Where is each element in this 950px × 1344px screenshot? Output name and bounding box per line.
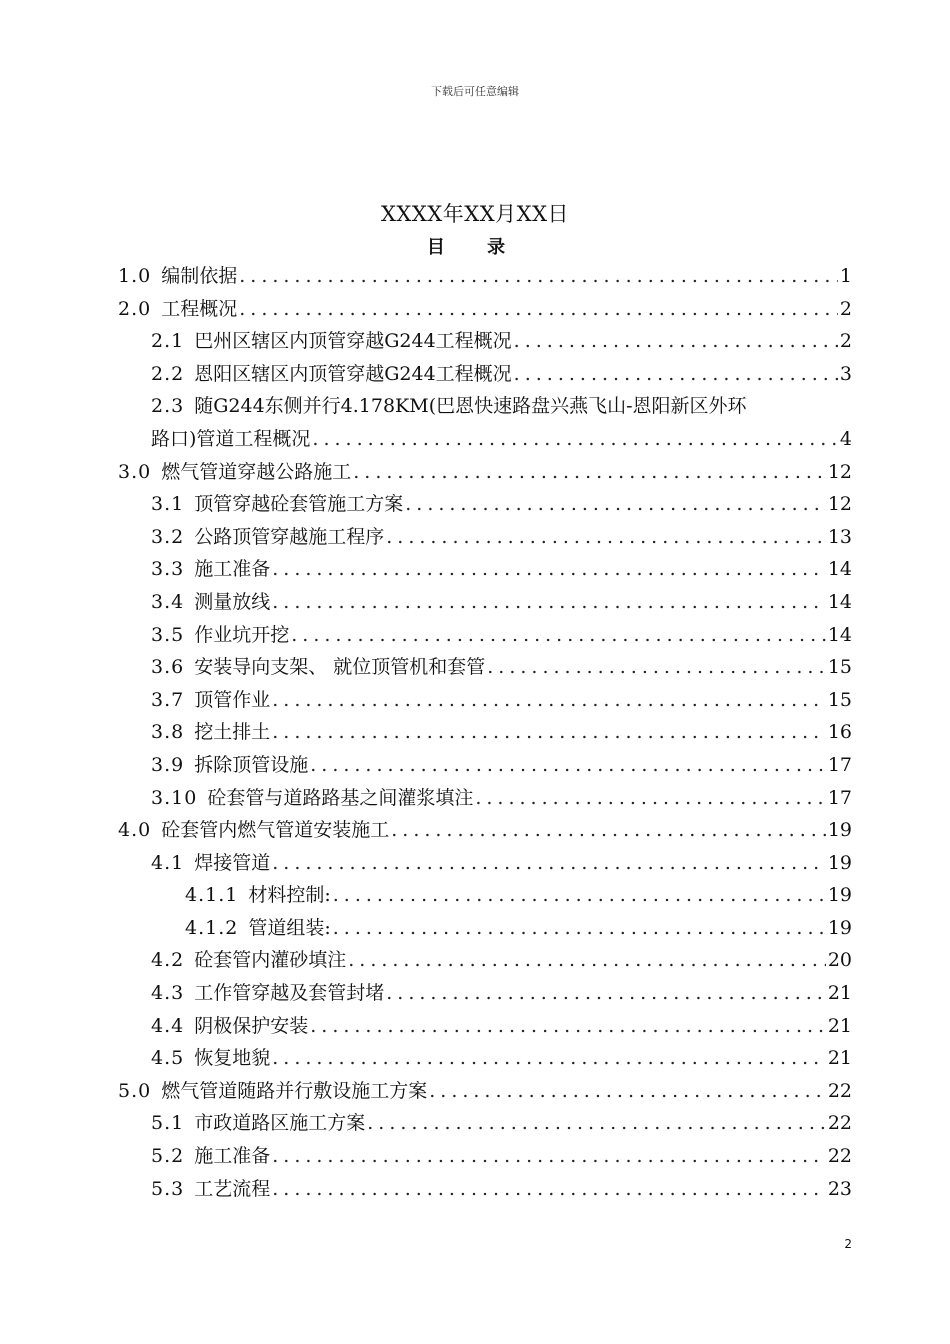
toc-entry-number: 5.3 [151, 1177, 185, 1200]
toc-entry-title: 顶管穿越砼套管施工方案 [194, 493, 404, 516]
toc-leader-dots [291, 619, 826, 652]
toc-entry-page: 3 [839, 362, 852, 385]
toc-entry-page: 19 [827, 851, 852, 874]
toc-leader-dots [310, 749, 826, 782]
toc-leader-dots [272, 716, 826, 749]
toc-entry-number: 3.9 [151, 753, 185, 776]
toc-entry-page: 2 [839, 297, 852, 320]
toc-entry-page: 17 [827, 753, 852, 776]
toc-entry-title: 巴州区辖区内顶管穿越G244工程概况 [194, 330, 512, 353]
toc-entry-title: 燃气管道穿越公路施工 [161, 460, 352, 483]
toc-entry-title: 燃气管道随路并行敷设施工方案 [161, 1079, 428, 1102]
toc-leader-dots [487, 651, 826, 684]
toc-entry-page: 22 [827, 1112, 852, 1135]
toc-entry-number: 4.3 [151, 982, 185, 1005]
toc-entry-3-4[interactable] [118, 586, 852, 619]
toc-entry-title: 工程概况 [161, 297, 238, 320]
toc-entry-page: 12 [827, 460, 852, 483]
toc-entry-title-continued: 路口)管道工程概况 [151, 427, 311, 450]
toc-entry-4-2[interactable] [118, 944, 852, 977]
toc-entry-number: 1.0 [118, 265, 152, 287]
toc-entry-page: 20 [827, 949, 852, 972]
toc-entry-page: 4 [839, 427, 852, 450]
toc-leader-dots [310, 1010, 826, 1043]
toc-entry-number: 4.2 [151, 949, 185, 972]
toc-leader-dots [514, 325, 838, 358]
toc-entry-title: 拆除顶管设施 [194, 753, 309, 776]
toc-leader-dots [391, 814, 826, 847]
toc-entry-number: 3.3 [151, 558, 185, 581]
toc-entry-4-0[interactable] [118, 814, 852, 847]
toc-leader-dots [386, 977, 826, 1010]
toc-entry-4-5[interactable] [118, 1042, 852, 1075]
toc-entry-page: 19 [827, 916, 852, 939]
toc-entry-4-4[interactable] [118, 1010, 852, 1043]
toc-entry-page: 22 [827, 1079, 852, 1102]
toc-entry-number: 2.2 [151, 362, 185, 385]
toc-leader-dots [272, 1140, 826, 1173]
toc-entry-title: 公路顶管穿越施工程序 [194, 525, 385, 548]
toc-entry-2-3[interactable] [118, 390, 852, 423]
toc-entry-number: 3.10 [151, 786, 198, 809]
toc-entry-4-3[interactable] [118, 977, 852, 1010]
toc-leader-dots [386, 521, 826, 554]
toc-entry-title: 安装导向支架、 就位顶管机和套管 [194, 656, 486, 679]
toc-entry-page: 21 [827, 1014, 852, 1037]
toc-entry-3-6[interactable] [118, 651, 852, 684]
toc-entry-number: 5.2 [151, 1145, 185, 1168]
toc-entry-title: 作业坑开挖 [194, 623, 290, 646]
toc-entry-number: 2.1 [151, 330, 185, 353]
toc-leader-dots [272, 553, 826, 586]
toc-entry-page: 17 [827, 786, 852, 809]
toc-entry-number: 3.0 [118, 460, 152, 483]
toc-entry-title: 工作管穿越及套管封堵 [194, 982, 385, 1005]
toc-entry-title: 恢复地貌 [194, 1047, 271, 1070]
toc-entry-number: 3.8 [151, 721, 185, 744]
toc-entry-title: 测量放线 [194, 590, 271, 613]
toc-entry-4-1-2[interactable] [118, 912, 852, 945]
toc-leader-dots [272, 1042, 826, 1075]
toc-entry-5-2[interactable] [118, 1140, 852, 1173]
toc-entry-title: 随G244东侧并行4.178KM(巴恩快速路盘兴燕飞山-恩阳新区外环 [194, 395, 747, 418]
toc-entry-3-0[interactable] [118, 456, 852, 489]
toc-entry-3-2[interactable] [118, 521, 852, 554]
table-of-contents [118, 260, 852, 1205]
toc-leader-dots [405, 488, 826, 521]
toc-entry-5-3[interactable] [118, 1173, 852, 1206]
toc-leader-dots [475, 782, 825, 815]
toc-entry-title: 材料控制: [248, 884, 331, 907]
toc-entry-title: 施工准备 [194, 1145, 271, 1168]
toc-leader-dots [272, 1173, 826, 1206]
toc-leader-dots [312, 423, 837, 456]
toc-entry-page: 22 [827, 1145, 852, 1168]
toc-entry-number: 3.4 [151, 590, 185, 613]
toc-entry-title: 恩阳区辖区内顶管穿越G244工程概况 [194, 362, 512, 385]
toc-entry-2-2[interactable] [118, 358, 852, 391]
toc-entry-page: 21 [827, 982, 852, 1005]
toc-leader-dots [333, 912, 826, 945]
toc-entry-title: 工艺流程 [194, 1177, 271, 1200]
toc-entry-page: 19 [827, 819, 852, 842]
toc-entry-page: 16 [827, 721, 852, 744]
toc-entry-title: 顶管作业 [194, 688, 271, 711]
toc-leader-dots [239, 293, 838, 326]
toc-entry-number: 3.6 [151, 656, 185, 679]
toc-entry-2-0[interactable] [118, 293, 852, 326]
document-date: XXXX年XX月XX日 [380, 202, 570, 226]
toc-entry-title: 砼套管与道路路基之间灌浆填注 [207, 786, 474, 809]
toc-leader-dots [514, 358, 838, 391]
page-number: 2 [844, 1237, 852, 1251]
toc-entry-title: 焊接管道 [194, 851, 271, 874]
toc-entry-title: 砼套管内灌砂填注 [194, 949, 347, 972]
toc-leader-dots [367, 1107, 826, 1140]
toc-entry-number: 2.3 [151, 395, 185, 418]
toc-entry-number: 4.1 [151, 851, 185, 874]
toc-entry-5-1[interactable] [118, 1107, 852, 1140]
toc-entry-number: 3.7 [151, 688, 185, 711]
toc-entry-3-7[interactable] [118, 684, 852, 717]
toc-entry-2-1[interactable] [118, 325, 852, 358]
toc-entry-number: 5.1 [151, 1112, 185, 1135]
toc-entry-continuation[interactable] [118, 423, 852, 456]
toc-entry-3-5[interactable] [118, 619, 852, 652]
toc-leader-dots [429, 1075, 826, 1108]
toc-title: 目 录 [426, 237, 524, 258]
toc-entry-page: 21 [827, 1047, 852, 1070]
toc-entry-page: 1 [839, 265, 852, 287]
toc-entry-page: 15 [827, 656, 852, 679]
toc-entry-3-3[interactable] [118, 553, 852, 586]
toc-entry-title: 施工准备 [194, 558, 271, 581]
toc-entry-number: 5.0 [118, 1079, 152, 1102]
toc-entry-3-10[interactable] [118, 782, 852, 815]
toc-entry-number: 3.1 [151, 493, 185, 516]
toc-entry-number: 4.0 [118, 819, 152, 842]
toc-entry-3-8[interactable] [118, 716, 852, 749]
toc-entry-page: 19 [827, 884, 852, 907]
toc-entry-page: 13 [827, 525, 852, 548]
toc-leader-dots [353, 456, 826, 489]
toc-entry-number: 4.5 [151, 1047, 185, 1070]
toc-entry-number: 3.2 [151, 525, 185, 548]
toc-entry-1-0[interactable] [118, 260, 852, 293]
toc-entry-page: 14 [827, 623, 852, 646]
toc-entry-page: 23 [827, 1177, 852, 1200]
toc-entry-3-1[interactable] [118, 488, 852, 521]
toc-entry-title: 阴极保护安装 [194, 1014, 309, 1037]
toc-leader-dots [272, 586, 826, 619]
toc-entry-title: 管道组装: [248, 916, 331, 939]
toc-entry-number: 3.5 [151, 623, 185, 646]
toc-leader-dots [272, 847, 826, 880]
toc-entry-page: 14 [827, 558, 852, 581]
toc-entry-number: 4.1.1 [185, 884, 239, 907]
toc-entry-number: 4.4 [151, 1014, 185, 1037]
toc-leader-dots [348, 944, 826, 977]
toc-entry-page: 14 [827, 590, 852, 613]
toc-entry-number: 2.0 [118, 297, 152, 320]
toc-entry-title: 挖土排土 [194, 721, 271, 744]
toc-entry-4-1-1[interactable] [118, 879, 852, 912]
toc-entry-5-0[interactable] [118, 1075, 852, 1108]
toc-leader-dots [333, 879, 826, 912]
toc-entry-number: 4.1.2 [185, 916, 239, 939]
toc-leader-dots [272, 684, 826, 717]
toc-entry-page: 15 [827, 688, 852, 711]
toc-entry-title: 市政道路区施工方案 [194, 1112, 366, 1135]
toc-entry-4-1[interactable] [118, 847, 852, 880]
toc-entry-page: 12 [827, 493, 852, 516]
toc-leader-dots [239, 260, 838, 293]
toc-entry-page: 2 [839, 330, 852, 353]
header-note: 下载后可任意编辑 [431, 85, 519, 98]
toc-entry-title: 砼套管内燃气管道安装施工 [161, 819, 390, 842]
toc-entry-title: 编制依据 [161, 265, 238, 287]
toc-entry-3-9[interactable] [118, 749, 852, 782]
